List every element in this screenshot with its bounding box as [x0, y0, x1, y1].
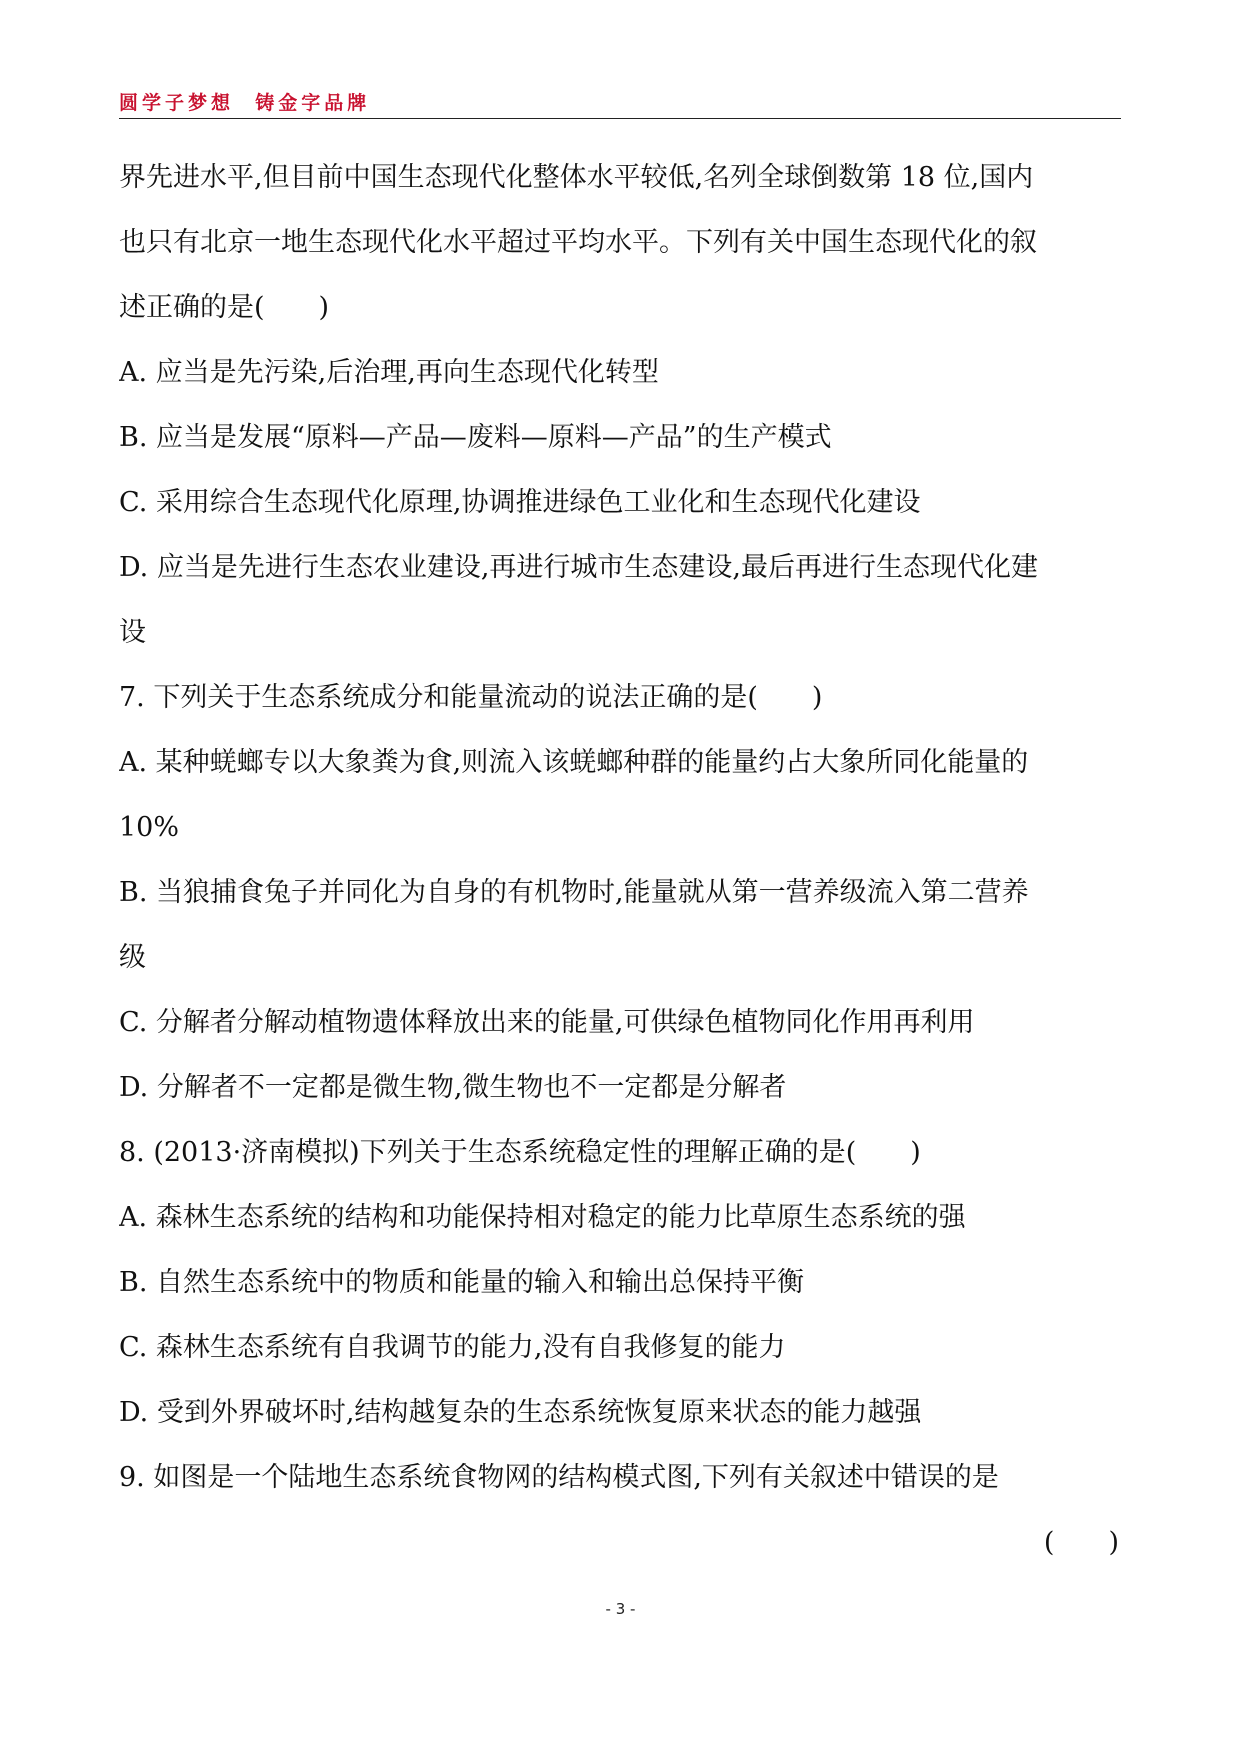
question-6-stem-end: 述正确的是( )	[119, 292, 330, 323]
question-9-stem: 9. 如图是一个陆地生态系统食物网的结构模式图,下列有关叙述中错误的是	[119, 1462, 999, 1493]
question-7-option-a-continued: 10%	[119, 812, 180, 843]
question-7-option-d: D. 分解者不一定都是微生物,微生物也不一定都是分解者	[119, 1072, 787, 1103]
question-7-stem: 7. 下列关于生态系统成分和能量流动的说法正确的是( )	[119, 682, 823, 713]
page-body	[119, 158, 1129, 1588]
question-8-option-c: C. 森林生态系统有自我调节的能力,没有自我修复的能力	[119, 1332, 786, 1363]
question-8-option-b: B. 自然生态系统中的物质和能量的输入和输出总保持平衡	[119, 1267, 805, 1298]
question-6-option-b: B. 应当是发展“原料—产品—废料—原料—产品”的生产模式	[119, 422, 832, 453]
header-divider	[119, 118, 1121, 119]
question-6-option-c: C. 采用综合生态现代化原理,协调推进绿色工业化和生态现代化建设	[119, 487, 921, 518]
question-6-option-a: A. 应当是先污染,后治理,再向生态现代化转型	[119, 357, 659, 388]
question-8-stem: 8. (2013·济南模拟)下列关于生态系统稳定性的理解正确的是( )	[119, 1137, 921, 1168]
question-7-option-c: C. 分解者分解动植物遗体释放出来的能量,可供绿色植物同化作用再利用	[119, 1007, 975, 1038]
text-line: 界先进水平,但目前中国生态现代化整体水平较低,名列全球倒数第 18 位,国内	[119, 162, 1034, 193]
question-6-option-d-continued: 设	[119, 617, 146, 648]
question-8-option-d: D. 受到外界破坏时,结构越复杂的生态系统恢复原来状态的能力越强	[119, 1397, 922, 1428]
question-8-option-a: A. 森林生态系统的结构和功能保持相对稳定的能力比草原生态系统的强	[119, 1202, 966, 1233]
question-7-option-a: A. 某种蜣螂专以大象粪为食,则流入该蜣螂种群的能量约占大象所同化能量的	[119, 747, 1029, 778]
question-9-answer-blank: ( )	[1043, 1527, 1119, 1558]
question-7-option-b-continued: 级	[119, 942, 146, 973]
text-line: 也只有北京一地生态现代化水平超过平均水平。下列有关中国生态现代化的叙	[119, 227, 1037, 258]
header-slogan: 圆学子梦想 铸金字品牌	[119, 92, 371, 114]
question-6-option-d: D. 应当是先进行生态农业建设,再进行城市生态建设,最后再进行生态现代化建	[119, 552, 1039, 583]
question-7-option-b: B. 当狼捕食兔子并同化为自身的有机物时,能量就从第一营养级流入第二营养	[119, 877, 1029, 908]
page-number: - 3 -	[605, 1600, 636, 1618]
